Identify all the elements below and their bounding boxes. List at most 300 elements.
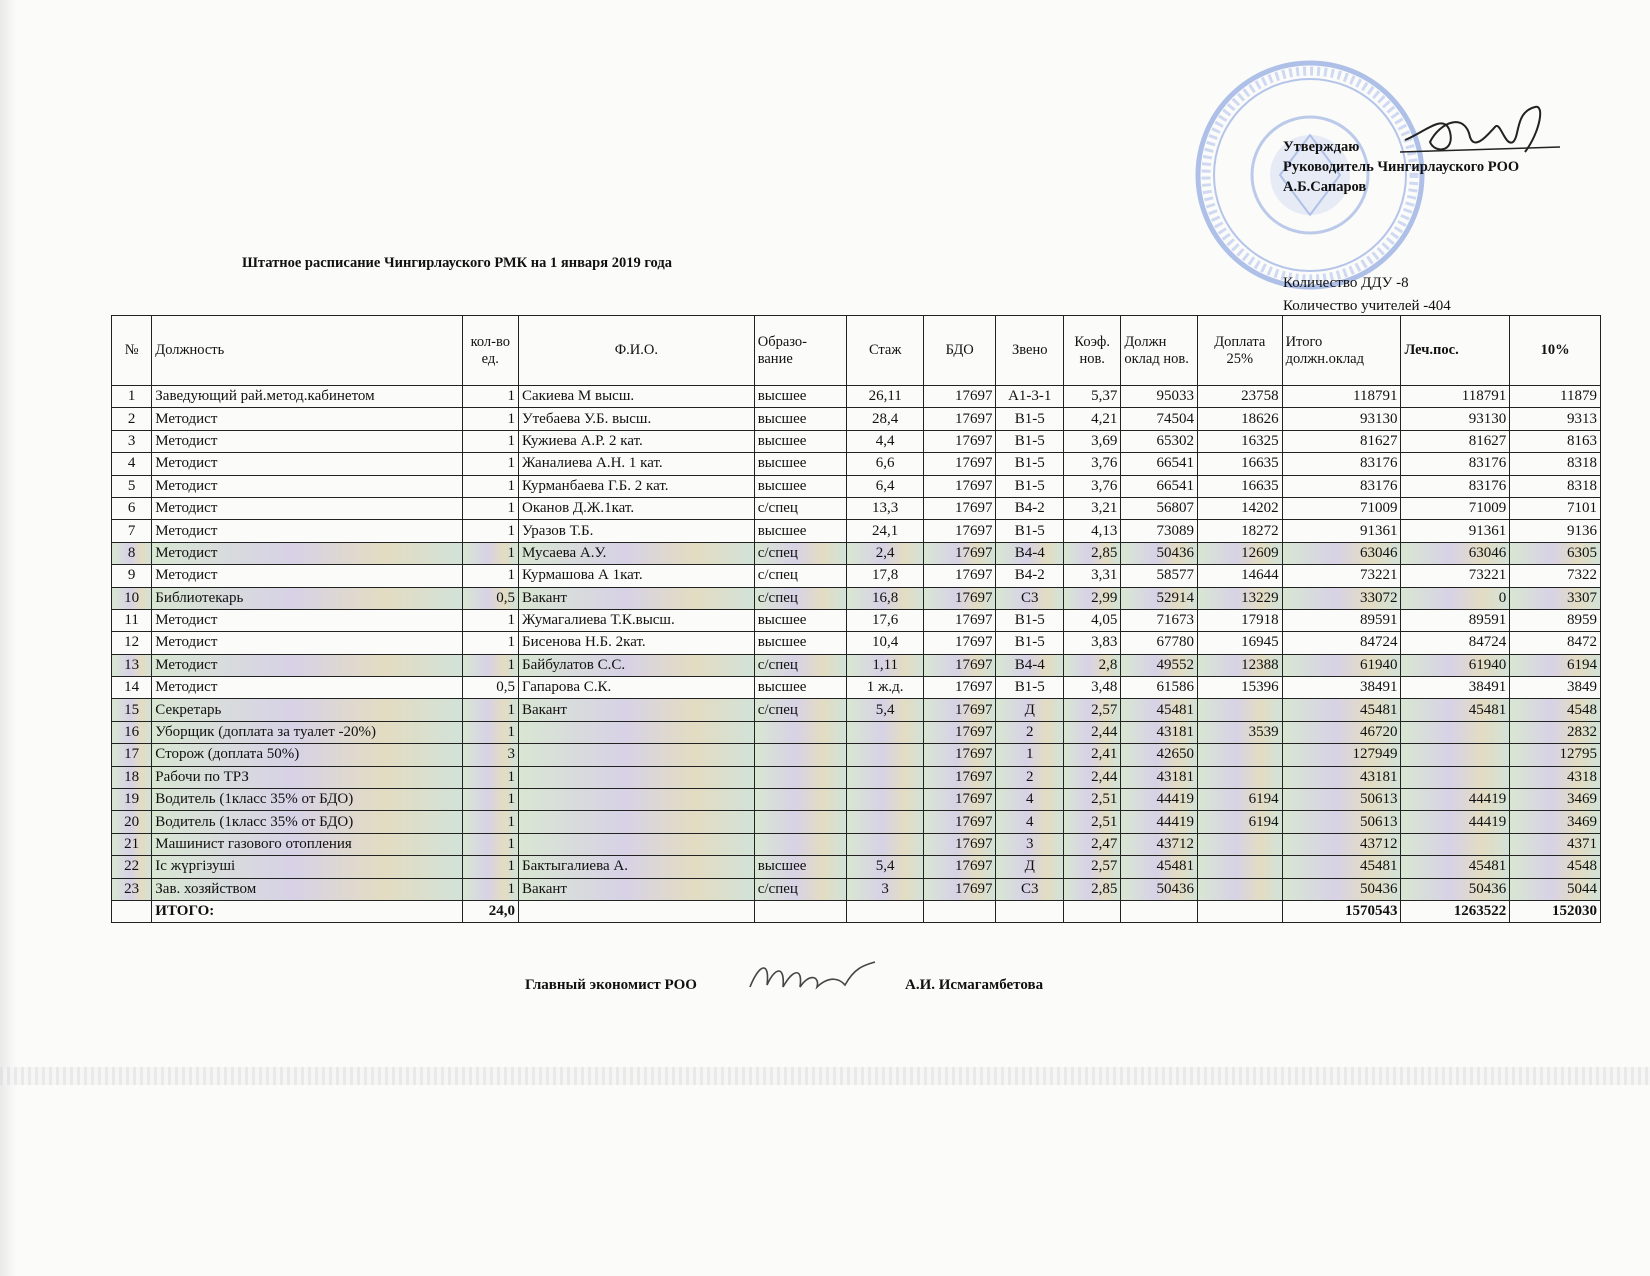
cell-pct: 8472 [1510, 632, 1601, 654]
cell-koef: 2,8 [1063, 654, 1120, 676]
cell-zveno: С3 [996, 587, 1063, 609]
cell-bdo: 17697 [923, 542, 996, 564]
cell-oklad: 73089 [1121, 520, 1198, 542]
cell-doplata [1197, 699, 1282, 721]
cell-koef: 2,85 [1063, 542, 1120, 564]
cell-stazh [847, 789, 924, 811]
footer-block [525, 977, 1044, 994]
cell-doplata [1197, 744, 1282, 766]
cell-fio: Уразов Т.Б. [518, 520, 754, 542]
cell-zveno: В1-5 [996, 475, 1063, 497]
cell-oklad: 71673 [1121, 609, 1198, 631]
cell-koef: 2,85 [1063, 878, 1120, 900]
cell-itogo: 73221 [1282, 565, 1401, 587]
table-row [112, 811, 1601, 833]
cell-zveno: В1-5 [996, 609, 1063, 631]
cell-stazh: 28,4 [847, 408, 924, 430]
cell-edu: с/спец [754, 699, 847, 721]
cell-pct: 12795 [1510, 744, 1601, 766]
cell-position: Сторож (доплата 50%) [152, 744, 462, 766]
cell-stazh: 5,4 [847, 699, 924, 721]
cell-pct: 8318 [1510, 453, 1601, 475]
cell-edu: высшее [754, 430, 847, 452]
cell-lech: 61940 [1401, 654, 1510, 676]
cell-num: 23 [112, 878, 152, 900]
cell-qty: 1 [462, 408, 518, 430]
cell-itogo: 50613 [1282, 789, 1401, 811]
cell-doplata: 6194 [1197, 789, 1282, 811]
cell-stazh: 2,4 [847, 542, 924, 564]
cell-num: 10 [112, 587, 152, 609]
cell-num: 15 [112, 699, 152, 721]
cell-pct: 3469 [1510, 811, 1601, 833]
cell-qty: 1 [462, 609, 518, 631]
cell-oklad: 50436 [1121, 878, 1198, 900]
col-lech: Леч.пос. [1401, 316, 1510, 386]
cell-pct: 4548 [1510, 699, 1601, 721]
table-row [112, 856, 1601, 878]
cell-bdo: 17697 [923, 632, 996, 654]
cell-edu: высшее [754, 677, 847, 699]
cell-position: Секретарь [152, 699, 462, 721]
cell-stazh: 5,4 [847, 856, 924, 878]
col-bdo: БДО [923, 316, 996, 386]
cell-stazh [847, 744, 924, 766]
cell-num: 12 [112, 632, 152, 654]
cell-oklad: 66541 [1121, 475, 1198, 497]
cell-zveno: В4-4 [996, 654, 1063, 676]
cell-num: 18 [112, 766, 152, 788]
cell-koef: 2,57 [1063, 699, 1120, 721]
cell-num: 17 [112, 744, 152, 766]
cell-lech: 118791 [1401, 386, 1510, 408]
table-row [112, 408, 1601, 430]
cell-stazh [847, 721, 924, 743]
cell-fio: Бактыгалиева А. [518, 856, 754, 878]
total-label: ИТОГО: [152, 900, 462, 922]
table-row [112, 833, 1601, 855]
cell-zveno: 1 [996, 744, 1063, 766]
cell-position: Методист [152, 565, 462, 587]
col-pct: 10% [1510, 316, 1601, 386]
cell-bdo: 17697 [923, 654, 996, 676]
cell-edu [754, 721, 847, 743]
director-signature [1395, 92, 1565, 172]
col-oklad: Должн оклад нов. [1121, 316, 1198, 386]
cell-fio: Утебаева У.Б. высш. [518, 408, 754, 430]
cell-edu: с/спец [754, 654, 847, 676]
approve-name: А.Б.Сапаров [1283, 179, 1367, 195]
cell-bdo: 17697 [923, 789, 996, 811]
cell-stazh: 10,4 [847, 632, 924, 654]
table-row [112, 654, 1601, 676]
cell-bdo: 17697 [923, 497, 996, 519]
cell-oklad: 74504 [1121, 408, 1198, 430]
total-lech: 1263522 [1401, 900, 1510, 922]
cell-lech: 84724 [1401, 632, 1510, 654]
cell-fio [518, 811, 754, 833]
cell-bdo: 17697 [923, 766, 996, 788]
cell-qty: 1 [462, 386, 518, 408]
cell-bdo: 17697 [923, 811, 996, 833]
cell-doplata [1197, 878, 1282, 900]
col-itogo: Итого должн.оклад [1282, 316, 1401, 386]
cell-position: Рабочи по ТРЗ [152, 766, 462, 788]
cell-pct: 6305 [1510, 542, 1601, 564]
cell-itogo: 46720 [1282, 721, 1401, 743]
cell-koef: 2,41 [1063, 744, 1120, 766]
cell-bdo: 17697 [923, 430, 996, 452]
cell-bdo: 17697 [923, 453, 996, 475]
cell-zveno: Д [996, 699, 1063, 721]
cell-bdo: 17697 [923, 833, 996, 855]
cell-zveno: 4 [996, 789, 1063, 811]
cell-koef: 2,44 [1063, 766, 1120, 788]
cell-qty: 1 [462, 542, 518, 564]
cell-num: 1 [112, 386, 152, 408]
cell-stazh: 4,4 [847, 430, 924, 452]
cell-edu [754, 766, 847, 788]
cell-koef: 3,76 [1063, 453, 1120, 475]
cell-qty: 0,5 [462, 677, 518, 699]
cell-koef: 3,76 [1063, 475, 1120, 497]
cell-oklad: 42650 [1121, 744, 1198, 766]
cell-zveno: В4-2 [996, 497, 1063, 519]
cell-zveno: Д [996, 856, 1063, 878]
cell-koef: 3,69 [1063, 430, 1120, 452]
cell-koef: 4,05 [1063, 609, 1120, 631]
cell-lech: 50436 [1401, 878, 1510, 900]
approve-position: Руководитель Чингирлауского РОО [1283, 159, 1520, 175]
total-itogo: 1570543 [1282, 900, 1401, 922]
cell-fio: Сакиева М высш. [518, 386, 754, 408]
cell-itogo: 93130 [1282, 408, 1401, 430]
cell-oklad: 43712 [1121, 833, 1198, 855]
cell-koef: 3,31 [1063, 565, 1120, 587]
cell-fio: Вакант [518, 587, 754, 609]
cell-itogo: 91361 [1282, 520, 1401, 542]
cell-fio: Оканов Д.Ж.1кат. [518, 497, 754, 519]
cell-koef: 5,37 [1063, 386, 1120, 408]
cell-lech: 81627 [1401, 430, 1510, 452]
cell-pct: 8163 [1510, 430, 1601, 452]
cell-fio: Гапарова С.К. [518, 677, 754, 699]
cell-lech: 73221 [1401, 565, 1510, 587]
cell-doplata: 3539 [1197, 721, 1282, 743]
cell-bdo: 17697 [923, 475, 996, 497]
cell-num: 8 [112, 542, 152, 564]
cell-koef: 2,51 [1063, 789, 1120, 811]
cell-koef: 3,83 [1063, 632, 1120, 654]
cell-stazh: 17,6 [847, 609, 924, 631]
cell-itogo: 71009 [1282, 497, 1401, 519]
cell-qty: 0,5 [462, 587, 518, 609]
cell-edu: высшее [754, 453, 847, 475]
cell-zveno: В4-2 [996, 565, 1063, 587]
cell-edu: высшее [754, 408, 847, 430]
economist-signature [745, 957, 880, 997]
cell-qty: 1 [462, 856, 518, 878]
cell-edu [754, 744, 847, 766]
cell-pct: 11879 [1510, 386, 1601, 408]
cell-itogo: 84724 [1282, 632, 1401, 654]
cell-oklad: 45481 [1121, 699, 1198, 721]
approve-label: Утверждаю [1283, 139, 1360, 155]
cell-stazh: 3 [847, 878, 924, 900]
col-edu: Образо- вание [754, 316, 847, 386]
economist-name: А.И. Исмагамбетова [905, 977, 1044, 993]
cell-num: 22 [112, 856, 152, 878]
cell-lech: 91361 [1401, 520, 1510, 542]
cell-oklad: 56807 [1121, 497, 1198, 519]
cell-pct: 5044 [1510, 878, 1601, 900]
cell-lech: 45481 [1401, 856, 1510, 878]
cell-qty: 1 [462, 654, 518, 676]
cell-itogo: 33072 [1282, 587, 1401, 609]
cell-bdo: 17697 [923, 520, 996, 542]
cell-doplata [1197, 856, 1282, 878]
cell-position: Методист [152, 677, 462, 699]
cell-bdo: 17697 [923, 856, 996, 878]
cell-stazh: 1,11 [847, 654, 924, 676]
col-fio: Ф.И.О. [518, 316, 754, 386]
cell-position: Методист [152, 475, 462, 497]
cell-stazh: 6,4 [847, 475, 924, 497]
cell-lech [1401, 766, 1510, 788]
cell-fio [518, 766, 754, 788]
cell-edu: высшее [754, 386, 847, 408]
cell-stazh: 24,1 [847, 520, 924, 542]
cell-zveno: В1-5 [996, 520, 1063, 542]
cell-num: 7 [112, 520, 152, 542]
cell-lech: 83176 [1401, 453, 1510, 475]
cell-pct: 7322 [1510, 565, 1601, 587]
col-position: Должность [152, 316, 462, 386]
cell-edu: с/спец [754, 565, 847, 587]
cell-num: 4 [112, 453, 152, 475]
cell-num: 6 [112, 497, 152, 519]
cell-koef: 2,51 [1063, 811, 1120, 833]
cell-fio: Вакант [518, 699, 754, 721]
cell-fio: Жаналиева А.Н. 1 кат. [518, 453, 754, 475]
cell-position: Методист [152, 453, 462, 475]
total-row [112, 900, 1601, 922]
cell-zveno: С3 [996, 878, 1063, 900]
cell-pct: 3849 [1510, 677, 1601, 699]
cell-lech: 44419 [1401, 789, 1510, 811]
cell-doplata: 17918 [1197, 609, 1282, 631]
cell-num: 11 [112, 609, 152, 631]
cell-edu: высшее [754, 632, 847, 654]
cell-koef: 4,13 [1063, 520, 1120, 542]
cell-bdo: 17697 [923, 878, 996, 900]
cell-fio: Бисенова Н.Б. 2кат. [518, 632, 754, 654]
cell-doplata: 18272 [1197, 520, 1282, 542]
cell-stazh: 6,6 [847, 453, 924, 475]
cell-qty: 1 [462, 766, 518, 788]
cell-doplata: 14202 [1197, 497, 1282, 519]
table-row [112, 542, 1601, 564]
cell-qty: 1 [462, 811, 518, 833]
cell-position: Водитель (1класс 35% от БДО) [152, 789, 462, 811]
cell-stazh: 1 ж.д. [847, 677, 924, 699]
cell-oklad: 45481 [1121, 856, 1198, 878]
cell-lech [1401, 721, 1510, 743]
cell-oklad: 66541 [1121, 453, 1198, 475]
cell-position: Водитель (1класс 35% от БДО) [152, 811, 462, 833]
cell-zveno: В1-5 [996, 430, 1063, 452]
cell-bdo: 17697 [923, 565, 996, 587]
cell-position: Методист [152, 497, 462, 519]
cell-itogo: 43181 [1282, 766, 1401, 788]
cell-doplata: 15396 [1197, 677, 1282, 699]
cell-itogo: 61940 [1282, 654, 1401, 676]
table-row [112, 587, 1601, 609]
cell-doplata [1197, 766, 1282, 788]
cell-fio: Мусаева А.У. [518, 542, 754, 564]
col-num: № [112, 316, 152, 386]
cell-fio [518, 833, 754, 855]
cell-itogo: 118791 [1282, 386, 1401, 408]
cell-doplata: 12388 [1197, 654, 1282, 676]
cell-itogo: 45481 [1282, 856, 1401, 878]
cell-num: 5 [112, 475, 152, 497]
cell-itogo: 127949 [1282, 744, 1401, 766]
cell-num: 21 [112, 833, 152, 855]
cell-pct: 6194 [1510, 654, 1601, 676]
table-row [112, 475, 1601, 497]
cell-position: Библиотекарь [152, 587, 462, 609]
cell-edu: с/спец [754, 587, 847, 609]
table-row [112, 632, 1601, 654]
cell-lech: 83176 [1401, 475, 1510, 497]
cell-edu: с/спец [754, 878, 847, 900]
cell-bdo: 17697 [923, 408, 996, 430]
cell-stazh: 17,8 [847, 565, 924, 587]
cell-stazh [847, 766, 924, 788]
scan-artifact [0, 1067, 1650, 1085]
col-stazh: Стаж [847, 316, 924, 386]
cell-itogo: 50436 [1282, 878, 1401, 900]
cell-koef: 2,99 [1063, 587, 1120, 609]
cell-position: Методист [152, 632, 462, 654]
cell-edu: с/спец [754, 497, 847, 519]
table-row [112, 430, 1601, 452]
cell-doplata: 14644 [1197, 565, 1282, 587]
cell-doplata: 23758 [1197, 386, 1282, 408]
cell-koef: 3,48 [1063, 677, 1120, 699]
cell-koef: 2,44 [1063, 721, 1120, 743]
table-row [112, 789, 1601, 811]
cell-oklad: 44419 [1121, 789, 1198, 811]
cell-qty: 1 [462, 475, 518, 497]
cell-edu: высшее [754, 856, 847, 878]
cell-fio [518, 744, 754, 766]
cell-oklad: 52914 [1121, 587, 1198, 609]
cell-itogo: 63046 [1282, 542, 1401, 564]
table-row [112, 497, 1601, 519]
cell-pct: 8318 [1510, 475, 1601, 497]
cell-bdo: 17697 [923, 386, 996, 408]
cell-bdo: 17697 [923, 699, 996, 721]
cell-oklad: 58577 [1121, 565, 1198, 587]
col-qty: кол-во ед. [462, 316, 518, 386]
economist-role: Главный экономист РОО [525, 977, 697, 993]
total-qty: 24,0 [462, 900, 518, 922]
cell-bdo: 17697 [923, 587, 996, 609]
cell-edu [754, 811, 847, 833]
cell-position: Машинист газового отопления [152, 833, 462, 855]
col-zveno: Звено [996, 316, 1063, 386]
table-row [112, 878, 1601, 900]
table-row [112, 699, 1601, 721]
cell-stazh: 26,11 [847, 386, 924, 408]
cell-position: Методист [152, 609, 462, 631]
cell-itogo: 83176 [1282, 475, 1401, 497]
cell-lech: 93130 [1401, 408, 1510, 430]
col-doplata: Доплата 25% [1197, 316, 1282, 386]
cell-position: Зав. хозяйством [152, 878, 462, 900]
cell-qty: 1 [462, 699, 518, 721]
cell-lech: 44419 [1401, 811, 1510, 833]
cell-itogo: 38491 [1282, 677, 1401, 699]
cell-doplata: 16325 [1197, 430, 1282, 452]
cell-oklad: 43181 [1121, 766, 1198, 788]
cell-position: Методист [152, 408, 462, 430]
cell-itogo: 45481 [1282, 699, 1401, 721]
cell-num: 13 [112, 654, 152, 676]
cell-position: Іс жүргізуші [152, 856, 462, 878]
table-header [112, 316, 1601, 386]
cell-fio [518, 721, 754, 743]
cell-lech: 89591 [1401, 609, 1510, 631]
cell-zveno: 3 [996, 833, 1063, 855]
cell-num: 9 [112, 565, 152, 587]
cell-itogo: 81627 [1282, 430, 1401, 452]
cell-doplata: 6194 [1197, 811, 1282, 833]
cell-lech: 0 [1401, 587, 1510, 609]
cell-position: Методист [152, 542, 462, 564]
cell-pct: 4318 [1510, 766, 1601, 788]
cell-oklad: 95033 [1121, 386, 1198, 408]
document-title: Штатное расписание Чингирлауского РМК на 1 января 2019 года [242, 255, 672, 271]
cell-pct: 4548 [1510, 856, 1601, 878]
cell-doplata: 16945 [1197, 632, 1282, 654]
cell-zveno: 2 [996, 721, 1063, 743]
total-pct: 152030 [1510, 900, 1601, 922]
table-row [112, 520, 1601, 542]
cell-pct: 7101 [1510, 497, 1601, 519]
counts-block [1283, 272, 1451, 318]
cell-itogo: 89591 [1282, 609, 1401, 631]
table-row [112, 386, 1601, 408]
cell-position: Методист [152, 430, 462, 452]
cell-pct: 8959 [1510, 609, 1601, 631]
cell-edu: высшее [754, 520, 847, 542]
cell-stazh: 13,3 [847, 497, 924, 519]
cell-doplata [1197, 833, 1282, 855]
cell-doplata: 13229 [1197, 587, 1282, 609]
staff-table [111, 315, 1601, 923]
cell-fio: Вакант [518, 878, 754, 900]
cell-zveno: А1-3-1 [996, 386, 1063, 408]
cell-fio: Курмашова А 1кат. [518, 565, 754, 587]
table-row [112, 744, 1601, 766]
cell-doplata: 16635 [1197, 453, 1282, 475]
cell-lech: 45481 [1401, 699, 1510, 721]
cell-position: Методист [152, 654, 462, 676]
cell-edu [754, 789, 847, 811]
